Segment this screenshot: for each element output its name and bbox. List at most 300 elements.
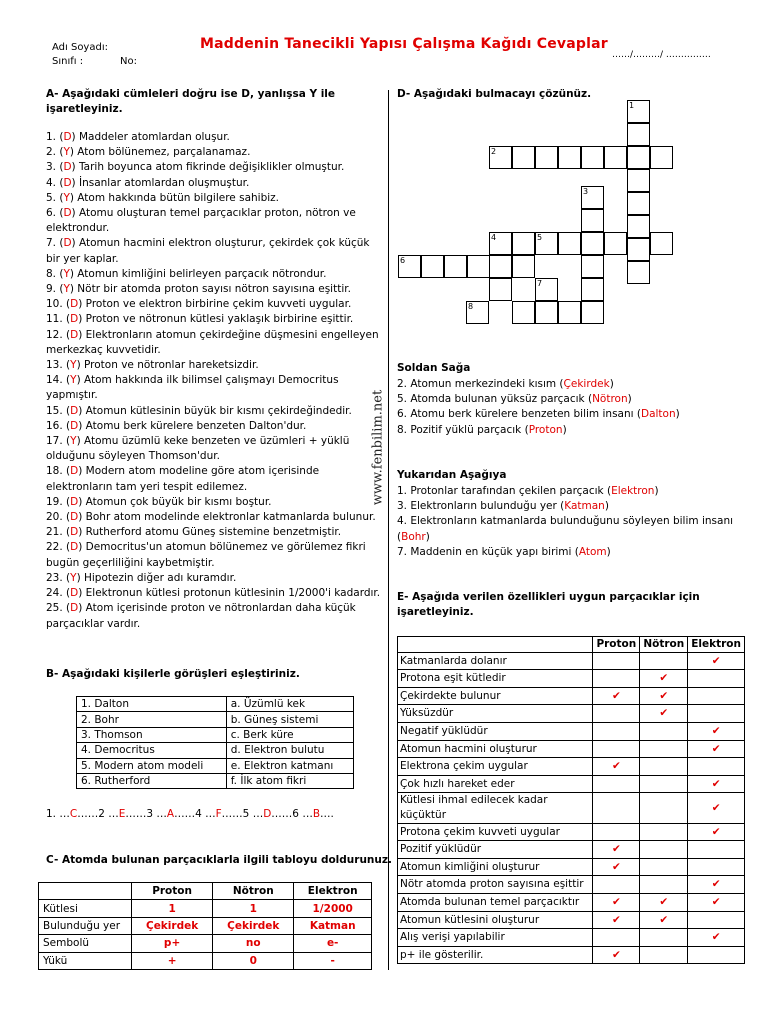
question-item [46, 404, 384, 419]
empty-cell [688, 946, 745, 964]
particle-header: Nötron [213, 883, 294, 900]
empty-cell [640, 652, 688, 670]
property-label: Yüksüzdür [398, 705, 593, 723]
property-row [398, 775, 745, 793]
check-icon: ✔ [593, 893, 640, 911]
question-answer: D [70, 587, 79, 600]
property-row [398, 705, 745, 723]
idea-cell: d. Elektron bulutu [226, 743, 353, 758]
matching-row [77, 712, 354, 727]
crossword-number: 3 [583, 187, 589, 196]
clue-end: ) [654, 485, 659, 497]
question-text: ) Atomu berk kürelere benzeten Dalton'dur. [78, 419, 307, 432]
question-item [46, 236, 384, 266]
property-label: Atomun hacmini oluşturur [398, 740, 593, 758]
idea-cell: f. İlk atom fikri [226, 773, 353, 788]
check-icon: ✔ [640, 911, 688, 929]
question-answer: D [70, 602, 79, 615]
question-item [46, 206, 384, 236]
question-text: ) Tarih boyunca atom fikrinde değişiklikler olmuştur. [71, 161, 345, 174]
question-item [46, 130, 384, 145]
question-answer: Y [63, 146, 70, 159]
clue-end: ) [627, 393, 632, 406]
crossword-cell [421, 255, 444, 278]
question-answer: D [63, 131, 72, 143]
section-a-list [46, 130, 384, 632]
answer-dots: …. [320, 808, 334, 820]
person-cell: 4. Democritus [77, 743, 227, 758]
question-number: 3. ( [46, 161, 64, 174]
property-row [398, 758, 745, 776]
empty-cell [640, 841, 688, 859]
crossword-cell [650, 146, 673, 169]
property-row [398, 652, 745, 670]
property-label: Pozitif yüklüdür [398, 841, 593, 859]
question-answer: Y [70, 359, 77, 372]
property-label: Çekirdekte bulunur [398, 687, 593, 705]
clue-end: ) [604, 500, 609, 513]
clue-text: 1. Protonlar tarafından çekilen parçacık ( [397, 485, 612, 497]
answer-letter: E [118, 808, 126, 820]
crossword-cell [512, 255, 535, 278]
crossword-cell [650, 232, 673, 255]
answer-number: 6 … [292, 808, 313, 820]
crossword-cell [512, 301, 535, 324]
idea-cell: e. Elektron katmanı [226, 758, 353, 773]
property-label: Çok hızlı hareket eder [398, 775, 593, 793]
down-title: Yukarıdan Aşağıya [397, 469, 507, 481]
question-text: ) Nötr bir atomda proton sayısı nötron sayısına eşittir. [69, 283, 351, 296]
question-answer: D [63, 176, 72, 189]
particle-row [39, 935, 372, 952]
question-text: ) Atomu oluşturan temel parçacıklar proton, nötron ve elektrondur. [46, 207, 356, 235]
name-label: Adı Soyadı: [52, 42, 108, 53]
check-icon: ✔ [593, 858, 640, 876]
question-text: ) Rutherford atomu Güneş sistemine benzetmiştir. [78, 526, 342, 539]
check-icon: ✔ [640, 705, 688, 723]
matching-row [77, 743, 354, 758]
empty-cell [640, 740, 688, 758]
across-clues [397, 377, 737, 438]
clue-item [397, 423, 737, 438]
crossword-cell [627, 123, 650, 146]
crossword-cell [581, 209, 604, 232]
answer-letter: F [215, 808, 222, 820]
property-label: p+ ile gösterilir. [398, 946, 593, 964]
question-item [46, 525, 384, 540]
property-label: Protona eşit kütledir [398, 670, 593, 688]
clue-answer: Elektron [611, 485, 655, 497]
question-number: 7. ( [46, 237, 64, 250]
down-clues [397, 484, 737, 560]
question-text: ) Atomun kimliğini belirleyen parçacık nötrondur. [69, 267, 327, 280]
crossword-cell [627, 192, 650, 215]
property-row [398, 858, 745, 876]
property-label: Alış verişi yapılabilir [398, 929, 593, 947]
question-item [46, 464, 384, 494]
check-icon: ✔ [593, 841, 640, 859]
crossword-cell [558, 301, 581, 324]
question-text: ) Modern atom modeline göre atom içerisinde elektronların tam yeri tespit edilemez. [46, 465, 320, 493]
clue-end: ) [675, 408, 680, 421]
property-row [398, 687, 745, 705]
matching-answers [46, 808, 334, 820]
empty-cell [593, 775, 640, 793]
crossword-cell [604, 232, 627, 255]
person-cell: 6. Rutherford [77, 773, 227, 788]
property-label: Bulunduğu yer [39, 917, 132, 934]
question-text: ) İnsanlar atomlardan oluşmuştur. [71, 176, 250, 189]
question-text: ) Maddeler atomlardan oluşur. [71, 131, 230, 143]
particle-table [38, 882, 372, 970]
property-value: 1 [132, 900, 213, 917]
question-item [46, 510, 384, 525]
clue-answer: Dalton [640, 408, 676, 421]
property-value: 1 [213, 900, 294, 917]
empty-cell [688, 687, 745, 705]
person-cell: 2. Bohr [77, 712, 227, 727]
crossword-cell [558, 232, 581, 255]
check-icon: ✔ [640, 670, 688, 688]
question-number: 2. ( [46, 146, 64, 159]
watermark: www.fenbilim.net [370, 389, 386, 506]
question-text: ) Proton ve nötronun kütlesi yaklaşık birbirine eşittir. [78, 313, 354, 326]
question-number: 16. ( [46, 419, 71, 432]
property-value: Çekirdek [213, 917, 294, 934]
idea-cell: b. Güneş sistemi [226, 712, 353, 727]
answer-number: 5 … [242, 808, 264, 820]
crossword-cell [444, 255, 467, 278]
property-header [398, 637, 593, 653]
section-e-title: E- Aşağıda verilen özellikleri uygun parçacıklar için işaretleyiniz. [397, 591, 700, 618]
property-label: Yükü [39, 952, 132, 969]
clue-end: ) [562, 423, 567, 436]
clue-text: 4. Elektronların katmanlarda bulunduğunu söyleyen bilim insanı ( [397, 515, 734, 543]
clue-answer: Proton [528, 423, 563, 436]
clue-answer: Katman [564, 500, 605, 513]
question-answer: Y [70, 571, 77, 584]
question-text: ) Atom hakkında bütün bilgilere sahibiz. [69, 191, 280, 204]
crossword-cell [581, 232, 604, 255]
clue-answer: Bohr [401, 530, 426, 543]
section-a-title: A- Aşağıdaki cümleleri doğru ise D, yanlışsa Y ile işaretleyiniz. [46, 88, 336, 115]
question-item [46, 419, 384, 434]
question-text: ) Bohr atom modelinde elektronlar katmanlarda bulunur. [78, 511, 376, 524]
property-label: Atomda bulunan temel parçacıktır [398, 893, 593, 911]
empty-cell [688, 670, 745, 688]
property-row [398, 823, 745, 841]
question-text: ) Democritus'un atomun bölünemez ve görülemez fikri bugün geçerliliğini kaybetmiştir. [46, 541, 366, 569]
property-row [398, 793, 745, 823]
clue-text: 2. Atomun merkezindeki kısım ( [397, 378, 564, 390]
question-item [46, 540, 384, 570]
check-icon: ✔ [688, 929, 745, 947]
question-answer: D [70, 313, 79, 326]
property-value: + [132, 952, 213, 969]
check-icon: ✔ [593, 946, 640, 964]
crossword-cell [627, 238, 650, 261]
question-item [46, 191, 384, 206]
particle-header: Proton [132, 883, 213, 900]
clue-text: 3. Elektronların bulunduğu yer ( [397, 500, 565, 513]
property-row [398, 946, 745, 964]
crossword-cell [512, 146, 535, 169]
question-number: 18. ( [46, 465, 71, 478]
crossword-cell [627, 215, 650, 238]
empty-cell [640, 758, 688, 776]
question-item [46, 358, 384, 373]
crossword-cell [489, 278, 512, 301]
date-field: ……/………/ …………… [612, 50, 711, 60]
crossword-cell [581, 255, 604, 278]
clue-text: 8. Pozitif yüklü parçacık ( [397, 423, 529, 436]
question-answer: D [70, 465, 79, 478]
check-icon: ✔ [688, 652, 745, 670]
question-answer: D [70, 328, 79, 341]
crossword-cell [627, 169, 650, 192]
particle-row [39, 952, 372, 969]
question-item [46, 297, 384, 312]
question-text: ) Hipotezin diğer adı kuramdır. [76, 571, 237, 584]
property-value: Çekirdek [132, 917, 213, 934]
answer-letter: A [166, 808, 175, 820]
question-item [46, 176, 384, 191]
particle-row [39, 900, 372, 917]
clue-answer: Atom [578, 545, 607, 558]
question-text: ) Atomun kütlesinin büyük bir kısmı çekirdeğindedir. [78, 404, 352, 417]
particle-header: Elektron [294, 883, 372, 900]
answer-letter: D [263, 808, 272, 820]
answer-dots: …… [271, 808, 293, 820]
crossword-cell [467, 255, 490, 278]
check-icon: ✔ [593, 758, 640, 776]
question-number: 15. ( [46, 404, 71, 417]
property-label: Kütlesi [39, 900, 132, 917]
question-number: 17. ( [46, 435, 71, 448]
section-d-title: D- Aşağıdaki bulmacayı çözünüz. [397, 88, 592, 100]
crossword-cell [535, 301, 558, 324]
clue-item [397, 499, 737, 514]
property-row [398, 876, 745, 894]
empty-cell [593, 722, 640, 740]
person-cell: 5. Modern atom modeli [77, 758, 227, 773]
matching-row [77, 773, 354, 788]
question-answer: D [63, 207, 72, 220]
question-number: 21. ( [46, 526, 71, 539]
question-answer: Y [63, 283, 70, 296]
question-answer: D [63, 161, 72, 174]
check-icon: ✔ [688, 823, 745, 841]
empty-cell [593, 793, 640, 823]
person-cell: 1. Dalton [77, 697, 227, 712]
question-answer: Y [63, 191, 70, 204]
empty-cell [593, 823, 640, 841]
question-item [46, 328, 384, 358]
crossword-number: 4 [491, 233, 497, 242]
empty-cell [640, 793, 688, 823]
property-label: Atomun kimliğini oluşturur [398, 858, 593, 876]
question-number: 5. ( [46, 191, 64, 204]
question-text: ) Atom hakkında ilk bilimsel çalışmayı Democritus yapmıştır. [46, 374, 339, 402]
question-text: ) Atomun hacmini elektron oluşturur, çekirdek çok küçük bir yer kaplar. [46, 237, 370, 265]
question-number: 11. ( [46, 313, 71, 326]
check-icon: ✔ [688, 893, 745, 911]
check-icon: ✔ [688, 740, 745, 758]
property-label: Kütlesi ihmal edilecek kadar küçüktür [398, 793, 593, 823]
property-value: - [294, 952, 372, 969]
answer-dots: …… [174, 808, 196, 820]
property-row [398, 841, 745, 859]
property-value: p+ [132, 935, 213, 952]
property-value: 0 [213, 952, 294, 969]
question-answer: D [70, 526, 79, 539]
question-item [46, 601, 384, 631]
property-row [398, 722, 745, 740]
crossword-cell [581, 146, 604, 169]
empty-cell [640, 823, 688, 841]
answer-number: 1. … [46, 808, 70, 820]
check-icon: ✔ [593, 911, 640, 929]
empty-cell [688, 911, 745, 929]
clue-item [397, 545, 737, 560]
clue-answer: Nötron [592, 393, 628, 406]
property-label: Protona çekim kuvveti uygular [398, 823, 593, 841]
empty-cell [688, 858, 745, 876]
property-value: 1/2000 [294, 900, 372, 917]
idea-cell: a. Üzümlü kek [226, 697, 353, 712]
question-item [46, 495, 384, 510]
empty-cell [640, 858, 688, 876]
answer-number: 2 … [98, 808, 119, 820]
crossword-cell [581, 278, 604, 301]
clue-item [397, 377, 737, 392]
class-label: Sınıfı : [52, 56, 84, 67]
empty-cell [593, 740, 640, 758]
question-answer: D [70, 298, 79, 311]
question-item [46, 586, 384, 601]
property-label: Sembolü [39, 935, 132, 952]
check-icon: ✔ [640, 893, 688, 911]
empty-cell [688, 758, 745, 776]
person-cell: 3. Thomson [77, 727, 227, 742]
property-header: Nötron [640, 637, 688, 653]
empty-cell [593, 652, 640, 670]
question-item [46, 571, 384, 586]
across-title: Soldan Sağa [397, 362, 471, 374]
property-row [398, 893, 745, 911]
property-row [398, 911, 745, 929]
question-number: 20. ( [46, 511, 71, 524]
question-answer: Y [63, 267, 70, 280]
crossword-cell [581, 301, 604, 324]
check-icon: ✔ [688, 876, 745, 894]
crossword-cell [512, 232, 535, 255]
empty-cell [640, 876, 688, 894]
crossword-number: 8 [468, 302, 474, 311]
question-number: 19. ( [46, 495, 71, 508]
empty-cell [593, 876, 640, 894]
property-label: Negatif yüklüdür [398, 722, 593, 740]
property-label: Atomun kütlesini oluşturur [398, 911, 593, 929]
question-number: 12. ( [46, 328, 71, 341]
check-icon: ✔ [688, 775, 745, 793]
answer-dots: …… [125, 808, 147, 820]
crossword-number: 1 [629, 101, 635, 110]
crossword-cell [604, 146, 627, 169]
question-number: 25. ( [46, 602, 71, 615]
property-value: e- [294, 935, 372, 952]
empty-cell [688, 841, 745, 859]
particle-row [39, 917, 372, 934]
question-text: ) Elektronların atomun çekirdeğine düşmesini engelleyen merkezkaç kuvvetidir. [46, 328, 379, 356]
empty-cell [688, 705, 745, 723]
question-number: 6. ( [46, 207, 64, 220]
answer-dots: …… [221, 808, 243, 820]
matching-table [76, 696, 354, 789]
question-number: 10. ( [46, 298, 71, 311]
question-number: 4. ( [46, 176, 64, 189]
crossword-number: 7 [537, 279, 543, 288]
crossword-cell [558, 146, 581, 169]
question-text: ) Proton ve nötronlar hareketsizdir. [76, 359, 259, 372]
empty-cell [640, 775, 688, 793]
clue-end: ) [425, 530, 430, 543]
property-header: Elektron [688, 637, 745, 653]
question-text: ) Elektronun kütlesi protonun kütlesinin 1/2000'i kadardır. [78, 587, 381, 600]
question-item [46, 267, 384, 282]
question-answer: D [70, 511, 79, 524]
question-answer: D [70, 495, 79, 508]
property-row [398, 670, 745, 688]
crossword-cell [627, 261, 650, 284]
properties-table [397, 636, 745, 964]
matching-row [77, 697, 354, 712]
crossword-cell [535, 146, 558, 169]
question-text: ) Atom içerisinde proton ve nötronlardan daha küçük parçacıklar vardır. [46, 602, 356, 630]
question-answer: Y [70, 374, 77, 387]
crossword-number: 2 [491, 147, 497, 156]
question-item [46, 282, 384, 297]
question-number: 1. ( [46, 131, 64, 143]
check-icon: ✔ [593, 687, 640, 705]
page-title: Maddenin Tanecikli Yapısı Çalışma Kağıdı Cevaplar [200, 36, 608, 52]
check-icon: ✔ [688, 722, 745, 740]
answer-dots: …… [77, 808, 99, 820]
empty-cell [640, 946, 688, 964]
property-row [398, 929, 745, 947]
question-answer: D [63, 237, 72, 250]
crossword-number: 5 [537, 233, 543, 242]
matching-row [77, 758, 354, 773]
empty-cell [593, 929, 640, 947]
crossword-number: 6 [400, 256, 406, 265]
property-label: Katmanlarda dolanır [398, 652, 593, 670]
question-text: ) Proton ve elektron birbirine çekim kuvveti uygular. [78, 298, 352, 311]
question-item [46, 373, 384, 403]
question-number: 8. ( [46, 267, 64, 280]
crossword-cell [627, 146, 650, 169]
answer-letter: B [312, 808, 321, 820]
property-row [398, 740, 745, 758]
clue-end: ) [609, 378, 614, 390]
question-answer: D [70, 541, 79, 554]
question-item [46, 160, 384, 175]
property-header: Proton [593, 637, 640, 653]
clue-text: 5. Atomda bulunan yüksüz parçacık ( [397, 393, 593, 406]
question-number: 14. ( [46, 374, 71, 387]
question-number: 24. ( [46, 587, 71, 600]
property-label: Nötr atomda proton sayısına eşittir [398, 876, 593, 894]
